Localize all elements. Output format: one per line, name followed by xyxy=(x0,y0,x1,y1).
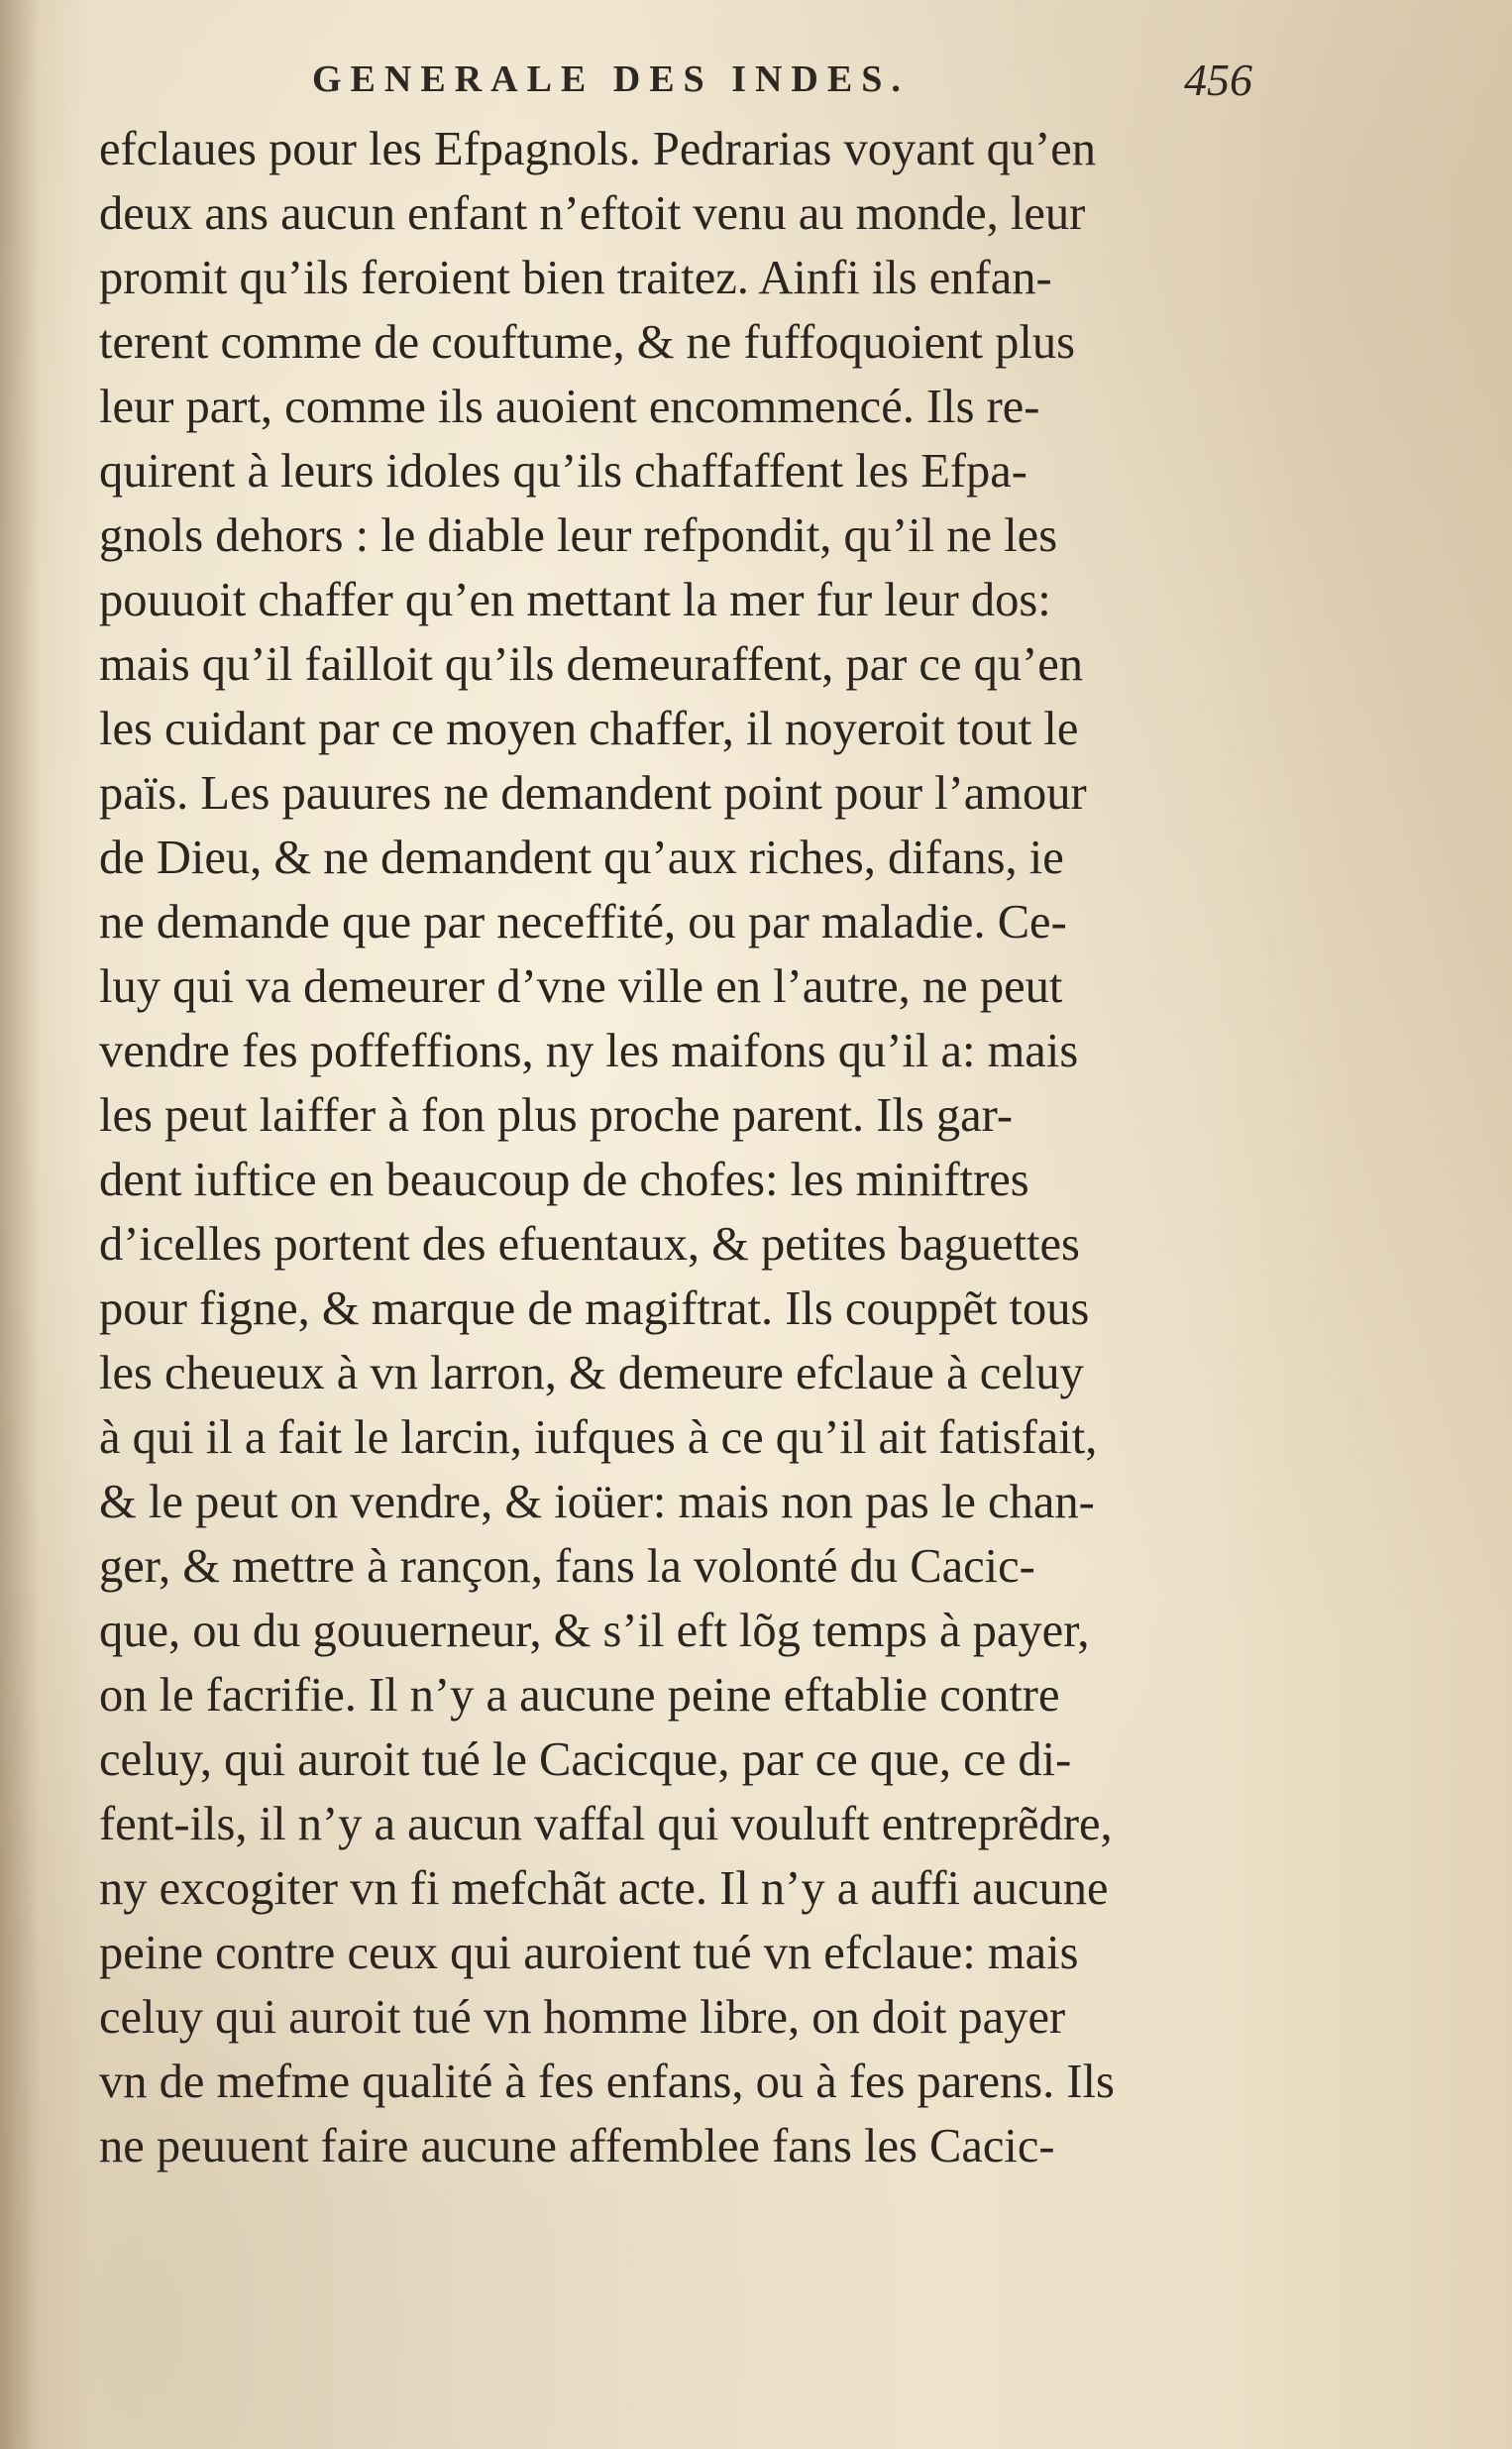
text-line: & le peut on vendre, & ioüer: mais non pas le chan- xyxy=(99,1476,1095,1528)
text-line: on le facrifie. Il n’y a aucune peine eftablie contre xyxy=(99,1669,1060,1722)
text-line: les cuidant par ce moyen chaffer, il noyeroit tout le xyxy=(99,703,1079,755)
running-head xyxy=(99,57,1288,117)
text-line: luy qui va demeurer d’vne ville en l’autre, ne peut xyxy=(99,960,1063,1013)
text-line: les peut laiffer à fon plus proche parent. Ils gar- xyxy=(99,1089,1013,1142)
text-line: deux ans aucun enfant n’eftoit venu au monde, leur xyxy=(99,187,1086,240)
page-number: 456 xyxy=(1184,55,1252,105)
text-line: leur part, comme ils auoient encommencé. Ils re- xyxy=(99,381,1040,433)
text-line: quirent à leurs idoles qu’ils chaffaffent les Efpa- xyxy=(99,445,1027,498)
text-line: d’icelles portent des efuentaux, & petites baguettes xyxy=(99,1218,1080,1271)
text-line: vn de mefme qualité à fes enfans, ou à fes parens. Ils xyxy=(99,2056,1115,2108)
text-line: gnols dehors : le diable leur refpondit, qu’il ne les xyxy=(99,509,1058,562)
running-title: GENERALE DES INDES. xyxy=(312,58,910,100)
text-line: de Dieu, & ne demandent qu’aux riches, difans, ie xyxy=(99,832,1064,884)
text-line: fent-ils, il n’y a aucun vaffal qui vouluft entreprẽdre, xyxy=(99,1798,1113,1850)
text-line: promit qu’ils feroient bien traitez. Ainfi ils enfan- xyxy=(99,252,1052,304)
text-line: ne demande que par neceffité, ou par maladie. Ce- xyxy=(99,896,1067,948)
text-line: celuy qui auroit tué vn homme libre, on doit payer xyxy=(99,1991,1066,2044)
text-line: terent comme de couftume, & ne fuffoquoient plus xyxy=(99,316,1075,369)
text-line: pour figne, & marque de magiftrat. Ils couppẽt tous xyxy=(99,1282,1090,1335)
binding-gutter-shadow xyxy=(0,0,40,2449)
text-line: vendre fes poffeffions, ny les maifons qu’il a: mais xyxy=(99,1025,1079,1077)
text-line: peine contre ceux qui auroient tué vn efclaue: mais xyxy=(99,1927,1079,1979)
text-line: dent iuftice en beaucoup de chofes: les miniftres xyxy=(99,1154,1029,1206)
text-line: que, ou du gouuerneur, & s’il eft lõg temps à payer, xyxy=(99,1605,1090,1657)
text-line: ny excogiter vn fi mefchãt acte. Il n’y a auffi aucune xyxy=(99,1862,1109,1915)
text-line: mais qu’il failloit qu’ils demeuraffent, par ce qu’en xyxy=(99,638,1084,691)
text-line: pouuoit chaffer qu’en mettant la mer fur leur dos: xyxy=(99,574,1051,626)
text-line: les cheueux à vn larron, & demeure efclaue à celuy xyxy=(99,1347,1084,1399)
text-line: ne peuuent faire aucune affemblee fans les Cacic- xyxy=(99,2120,1055,2172)
text-line: à qui il a fait le larcin, iufques à ce qu’il ait fatisfait, xyxy=(99,1411,1098,1464)
body-text xyxy=(99,117,1288,2178)
text-line: celuy, qui auroit tué le Cacicque, par ce que, ce di- xyxy=(99,1733,1072,1786)
text-line: païs. Les pauures ne demandent point pour l’amour xyxy=(99,767,1087,820)
text-line: efclaues pour les Efpagnols. Pedrarias voyant qu’en xyxy=(99,123,1097,175)
text-line: ger, & mettre à rançon, fans la volonté du Cacic- xyxy=(99,1540,1035,1593)
